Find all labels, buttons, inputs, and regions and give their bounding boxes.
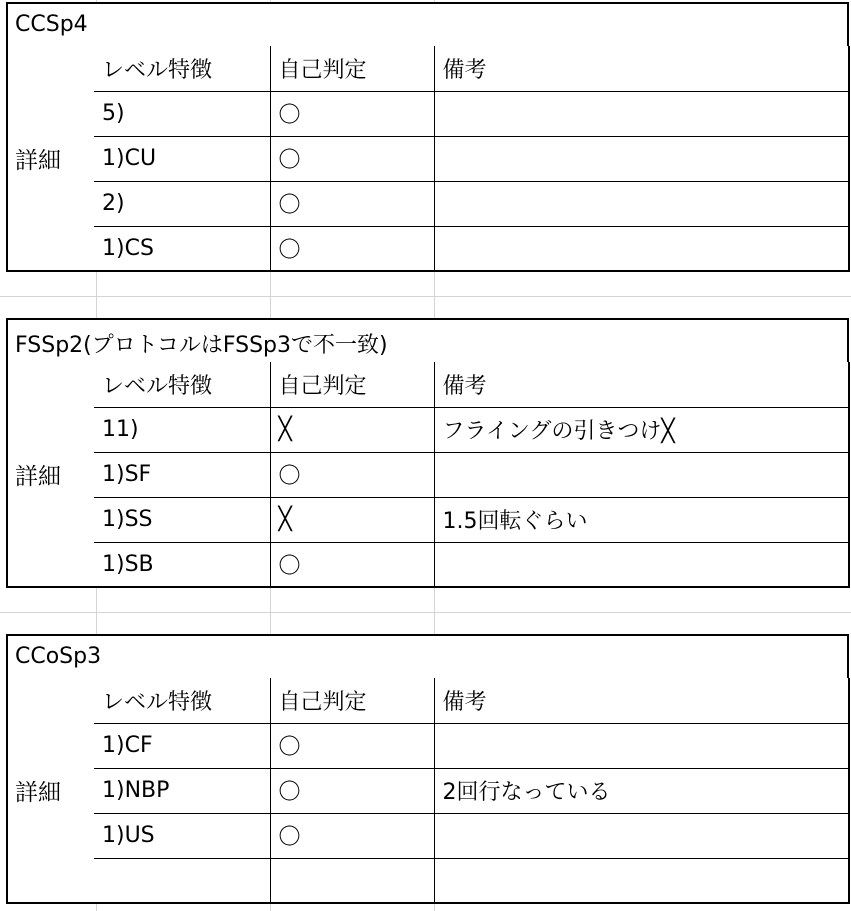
section-header[interactable] bbox=[6, 634, 849, 680]
table-row bbox=[94, 91, 849, 136]
feature-cell[interactable]: 1)SB bbox=[94, 542, 270, 587]
table-row bbox=[94, 858, 849, 903]
feature-cell[interactable]: 5) bbox=[94, 91, 270, 136]
element-table bbox=[94, 46, 850, 272]
judgement-cell[interactable]: ╳ bbox=[270, 407, 434, 452]
detail-label-cell[interactable] bbox=[6, 362, 96, 588]
section-title: CCoSp3 bbox=[15, 644, 102, 669]
feature-cell[interactable]: 11) bbox=[94, 407, 270, 452]
table-row bbox=[94, 452, 849, 497]
table-row bbox=[94, 813, 849, 858]
table-row bbox=[94, 181, 849, 226]
column-header-row bbox=[94, 46, 849, 91]
element-table bbox=[94, 362, 850, 588]
column-header-row bbox=[94, 362, 849, 407]
table-row bbox=[94, 497, 849, 542]
judgement-cell[interactable]: 〇 bbox=[270, 226, 434, 271]
element-table bbox=[94, 678, 850, 904]
note-cell[interactable] bbox=[434, 181, 849, 226]
feature-cell[interactable] bbox=[94, 858, 270, 903]
feature-cell[interactable]: 2) bbox=[94, 181, 270, 226]
sheet-gridline bbox=[0, 296, 851, 297]
table-row bbox=[94, 723, 849, 768]
note-cell[interactable] bbox=[434, 452, 849, 497]
judgement-cell[interactable]: 〇 bbox=[270, 542, 434, 587]
table-row bbox=[94, 226, 849, 271]
column-header-note[interactable]: 備考 bbox=[434, 46, 849, 91]
table-row bbox=[94, 136, 849, 181]
section-header[interactable] bbox=[6, 2, 849, 48]
column-header-row bbox=[94, 678, 849, 723]
note-cell[interactable] bbox=[434, 136, 849, 181]
feature-cell[interactable]: 1)SS bbox=[94, 497, 270, 542]
judgement-cell[interactable]: ╳ bbox=[270, 497, 434, 542]
section-header[interactable] bbox=[6, 318, 849, 364]
column-header-judgement[interactable]: 自己判定 bbox=[270, 46, 434, 91]
note-cell[interactable]: 2回行なっている bbox=[434, 768, 849, 813]
feature-cell[interactable]: 1)US bbox=[94, 813, 270, 858]
feature-cell[interactable]: 1)NBP bbox=[94, 768, 270, 813]
judgement-cell[interactable]: 〇 bbox=[270, 723, 434, 768]
note-cell[interactable]: フライングの引きつけ╳ bbox=[434, 407, 849, 452]
detail-label-cell[interactable] bbox=[6, 46, 96, 272]
feature-cell[interactable]: 1)CS bbox=[94, 226, 270, 271]
column-header-note[interactable]: 備考 bbox=[434, 362, 849, 407]
judgement-cell[interactable]: 〇 bbox=[270, 91, 434, 136]
column-header-note[interactable]: 備考 bbox=[434, 678, 849, 723]
column-header-feature[interactable]: レベル特徴 bbox=[94, 46, 270, 91]
feature-cell[interactable]: 1)SF bbox=[94, 452, 270, 497]
note-cell[interactable] bbox=[434, 91, 849, 136]
sheet-gridline bbox=[0, 612, 851, 613]
note-cell[interactable]: 1.5回転ぐらい bbox=[434, 497, 849, 542]
table-row bbox=[94, 542, 849, 587]
judgement-cell[interactable]: 〇 bbox=[270, 181, 434, 226]
detail-label-cell[interactable] bbox=[6, 678, 96, 904]
column-header-feature[interactable]: レベル特徴 bbox=[94, 678, 270, 723]
section-title: FSSp2(プロトコルはFSSp3で不一致) bbox=[15, 333, 388, 358]
detail-label: 詳細 bbox=[15, 463, 61, 490]
note-cell[interactable] bbox=[434, 813, 849, 858]
column-header-judgement[interactable]: 自己判定 bbox=[270, 362, 434, 407]
judgement-cell[interactable] bbox=[270, 858, 434, 903]
feature-cell[interactable]: 1)CF bbox=[94, 723, 270, 768]
note-cell[interactable] bbox=[434, 858, 849, 903]
feature-cell[interactable]: 1)CU bbox=[94, 136, 270, 181]
detail-label: 詳細 bbox=[15, 147, 61, 174]
judgement-cell[interactable]: 〇 bbox=[270, 452, 434, 497]
judgement-cell[interactable]: 〇 bbox=[270, 768, 434, 813]
detail-label: 詳細 bbox=[15, 779, 61, 806]
table-row bbox=[94, 407, 849, 452]
judgement-cell[interactable]: 〇 bbox=[270, 136, 434, 181]
note-cell[interactable] bbox=[434, 542, 849, 587]
note-cell[interactable] bbox=[434, 226, 849, 271]
judgement-cell[interactable]: 〇 bbox=[270, 813, 434, 858]
column-header-feature[interactable]: レベル特徴 bbox=[94, 362, 270, 407]
section-title: CCSp4 bbox=[15, 12, 88, 37]
column-header-judgement[interactable]: 自己判定 bbox=[270, 678, 434, 723]
table-row bbox=[94, 768, 849, 813]
note-cell[interactable] bbox=[434, 723, 849, 768]
